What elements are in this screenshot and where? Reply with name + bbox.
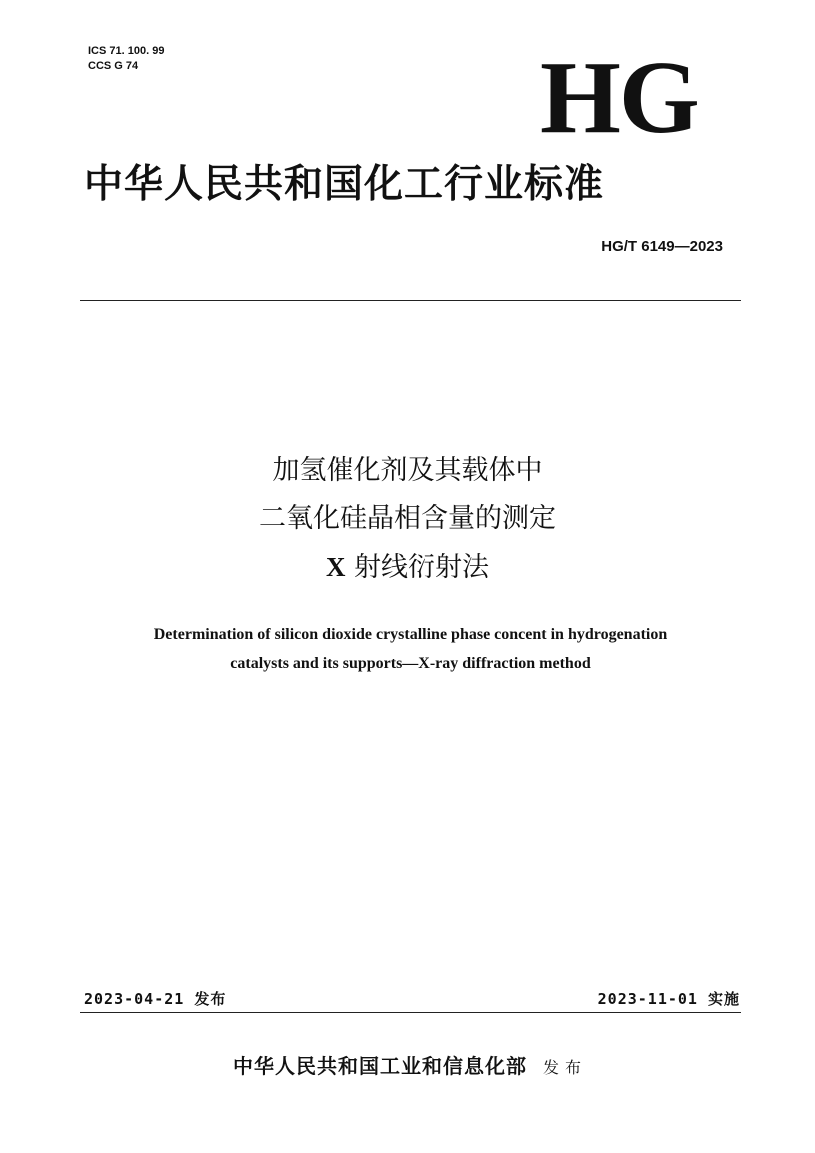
chinese-title-line-3 xyxy=(120,543,695,592)
implementation-date: 2023-11-01 实施 xyxy=(597,990,740,1008)
ics-code: ICS 71. 100. 99 xyxy=(88,45,165,57)
chinese-title-line-2: 二氧化硅晶相含量的测定 xyxy=(259,503,556,534)
chinese-title-line-1: 加氢催化剂及其载体中 xyxy=(272,455,543,486)
chinese-title-line-3-text: 射线衍射法 xyxy=(345,552,490,583)
classification-codes xyxy=(88,44,164,74)
top-divider xyxy=(80,300,741,301)
english-title xyxy=(80,620,741,678)
issuer-action: 发布 xyxy=(542,1058,587,1077)
bottom-divider xyxy=(80,1012,741,1013)
issue-date: 2023-04-21 发布 xyxy=(84,990,227,1008)
chinese-title xyxy=(120,447,695,592)
standard-category: 中华人民共和国化工行业标准 xyxy=(84,161,605,207)
standard-code: HG/T 6149—2023 xyxy=(601,238,723,255)
issuer-name: 中华人民共和国工业和信息化部 xyxy=(232,1054,527,1078)
issuing-authority xyxy=(140,1050,680,1079)
english-title-line-1: Determination of silicon dioxide crystalline phase concent in hydrogenation xyxy=(153,626,668,643)
chinese-title-x: X xyxy=(325,552,346,582)
ccs-code: CCS G 74 xyxy=(88,60,139,72)
english-title-line-2: catalysts and its supports—X-ray diffraction method xyxy=(230,655,591,672)
hg-logo: HG xyxy=(540,40,698,155)
